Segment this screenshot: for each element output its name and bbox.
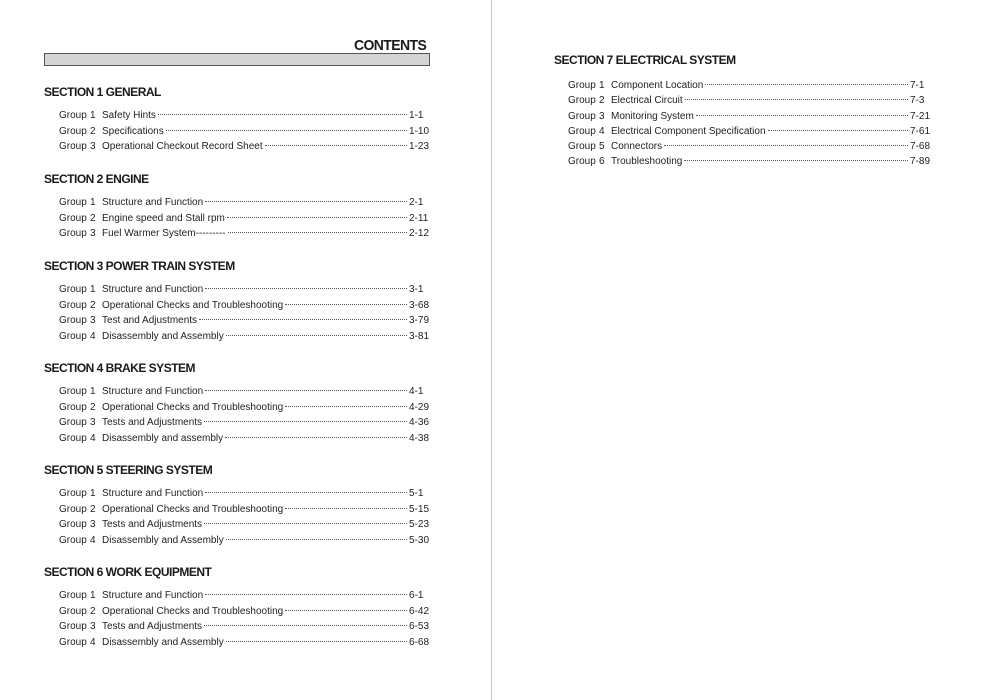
page-number: 4-29 — [409, 401, 430, 413]
page-number: 7-68 — [910, 141, 931, 153]
dot-leader — [226, 539, 407, 540]
page-number: 6-1 — [409, 590, 424, 601]
dot-leader — [204, 421, 407, 422]
section-entry-list — [554, 78, 932, 170]
dot-leader — [205, 594, 407, 595]
section-title: SECTION 3 POWER TRAIN SYSTEM — [44, 259, 235, 273]
group-label: Group — [59, 636, 87, 648]
group-number: 3 — [90, 228, 96, 240]
group-label: Group — [59, 401, 87, 413]
entry-title: Monitoring System — [611, 110, 694, 122]
dot-leader — [199, 319, 407, 320]
page-number: 5-1 — [409, 488, 424, 499]
group-number: 3 — [90, 519, 96, 531]
toc-entry[interactable] — [568, 93, 932, 108]
group-label: Group — [59, 503, 87, 515]
entry-title: Safety Hints — [102, 110, 156, 121]
toc-section — [44, 84, 431, 155]
group-label: Group — [59, 284, 87, 295]
toc-entry[interactable] — [59, 195, 431, 211]
toc-section — [44, 360, 431, 446]
group-label: Group — [59, 386, 87, 397]
dot-leader — [205, 492, 407, 493]
toc-section — [554, 52, 932, 170]
dot-leader — [664, 145, 908, 146]
toc-entry[interactable] — [568, 109, 932, 124]
dot-leader — [227, 217, 407, 218]
toc-entry[interactable] — [59, 533, 431, 549]
group-label: Group — [59, 488, 87, 499]
page-number: 4-36 — [409, 417, 430, 429]
group-number: 4 — [599, 125, 605, 137]
group-label: Group — [59, 125, 87, 137]
group-label: Group — [568, 141, 596, 153]
dot-leader — [158, 114, 407, 115]
toc-section — [44, 462, 431, 548]
group-number: 2 — [90, 605, 96, 617]
dot-leader — [285, 406, 407, 407]
entry-title: Tests and Adjustments — [102, 621, 203, 633]
entry-title: Component Location — [611, 80, 704, 91]
dot-leader — [696, 115, 908, 116]
toc-entry[interactable] — [59, 502, 431, 518]
page-number: 5-15 — [409, 503, 430, 515]
group-label: Group — [59, 590, 87, 601]
toc-entry[interactable] — [59, 415, 431, 431]
group-number: 4 — [90, 636, 96, 648]
section-entry-list — [44, 108, 431, 155]
group-label: Group — [568, 156, 596, 168]
group-number: 2 — [599, 95, 605, 107]
toc-section — [44, 564, 431, 650]
page-number: 7-61 — [910, 125, 931, 137]
group-label: Group — [59, 315, 87, 327]
dot-leader — [205, 288, 407, 289]
toc-entry[interactable] — [59, 282, 431, 298]
group-label: Group — [568, 125, 596, 137]
page-number: 5-30 — [409, 534, 430, 546]
group-number: 3 — [90, 621, 96, 633]
group-label: Group — [568, 80, 596, 91]
section-entry-list — [44, 384, 431, 446]
page-number: 2-1 — [409, 197, 424, 208]
dot-leader — [705, 84, 908, 85]
toc-entry[interactable] — [568, 154, 932, 169]
entry-title: Specifications — [102, 125, 164, 137]
contents-header-bar — [44, 53, 430, 66]
group-number: 2 — [90, 503, 96, 515]
entry-title: Structure and Function — [102, 284, 204, 295]
toc-entry[interactable] — [59, 298, 431, 314]
entry-title: Electrical Component Specification — [611, 125, 766, 137]
section-title: SECTION 2 ENGINE — [44, 172, 149, 186]
group-label: Group — [59, 605, 87, 617]
dot-leader — [205, 390, 407, 391]
page-spine-divider — [491, 0, 492, 700]
section-entry-list — [44, 588, 431, 650]
group-label: Group — [59, 141, 87, 153]
group-label: Group — [59, 330, 87, 342]
toc-entry[interactable] — [59, 635, 431, 651]
dot-leader — [285, 304, 407, 305]
group-number: 1 — [90, 386, 96, 397]
group-label: Group — [59, 432, 87, 444]
page-number: 6-68 — [409, 636, 430, 648]
page-number: 3-1 — [409, 284, 424, 295]
group-label: Group — [59, 212, 87, 224]
entry-title: Structure and Function — [102, 590, 204, 601]
dot-leader — [204, 523, 407, 524]
group-label: Group — [568, 95, 596, 107]
dot-leader — [685, 99, 908, 100]
page-number: 3-68 — [409, 299, 430, 311]
toc-entry[interactable] — [568, 78, 932, 93]
entry-title: Tests and Adjustments — [102, 417, 203, 429]
dot-leader — [285, 610, 407, 611]
page-number: 7-21 — [910, 110, 931, 122]
toc-entry[interactable] — [59, 588, 431, 604]
page-number: 4-1 — [409, 386, 424, 397]
entry-title: Operational Checkout Record Sheet — [102, 141, 263, 153]
entry-title: Structure and Function — [102, 197, 204, 208]
group-number: 1 — [90, 284, 96, 295]
entry-title: Operational Checks and Troubleshooting — [102, 605, 284, 617]
entry-title: Operational Checks and Troubleshooting — [102, 503, 284, 515]
group-number: 1 — [90, 488, 96, 499]
entry-title: Disassembly and Assembly — [102, 330, 224, 342]
entry-title: Disassembly and assembly — [102, 432, 224, 444]
page-number: 7-1 — [910, 80, 925, 91]
page-number: 4-38 — [409, 432, 430, 444]
section-title: SECTION 6 WORK EQUIPMENT — [44, 565, 212, 579]
section-entry-list — [44, 486, 431, 548]
toc-entry[interactable] — [59, 124, 431, 140]
toc-entry[interactable] — [568, 139, 932, 154]
group-number: 3 — [599, 110, 605, 122]
entry-title: Structure and Function — [102, 386, 204, 397]
group-number: 2 — [90, 212, 96, 224]
page-number: 1-23 — [409, 141, 430, 153]
group-number: 4 — [90, 534, 96, 546]
toc-entry[interactable] — [59, 329, 431, 345]
group-label: Group — [59, 197, 87, 208]
toc-entry[interactable] — [59, 517, 431, 533]
group-number: 1 — [90, 590, 96, 601]
entry-title: Electrical Circuit — [611, 95, 683, 107]
entry-title: Engine speed and Stall rpm — [102, 212, 225, 224]
group-number: 1 — [599, 80, 605, 91]
dot-leader — [228, 232, 407, 233]
section-entry-list — [44, 282, 431, 344]
entry-title: Troubleshooting — [611, 156, 683, 168]
section-title: SECTION 4 BRAKE SYSTEM — [44, 361, 196, 375]
entry-title: Fuel Warmer System--------- — [102, 228, 226, 240]
dot-leader — [684, 160, 908, 161]
entry-title: Tests and Adjustments — [102, 519, 203, 531]
entry-title: Test and Adjustments — [102, 315, 198, 327]
entry-title: Operational Checks and Troubleshooting — [102, 299, 284, 311]
group-label: Group — [59, 110, 87, 121]
section-title: SECTION 5 STEERING SYSTEM — [44, 463, 213, 477]
group-number: 4 — [90, 432, 96, 444]
page-number: 2-11 — [409, 212, 429, 224]
group-label: Group — [59, 417, 87, 429]
page-number: 3-81 — [409, 330, 430, 342]
dot-leader — [225, 437, 407, 438]
toc-entry[interactable] — [59, 619, 431, 635]
page-number: 7-89 — [910, 156, 931, 168]
toc-entry[interactable] — [59, 384, 431, 400]
section-title: SECTION 1 GENERAL — [44, 85, 161, 99]
toc-entry[interactable] — [59, 486, 431, 502]
toc-section — [44, 171, 431, 242]
entry-title: Operational Checks and Troubleshooting — [102, 401, 284, 413]
dot-leader — [265, 145, 407, 146]
dot-leader — [768, 130, 908, 131]
group-number: 6 — [599, 156, 605, 168]
group-label: Group — [59, 534, 87, 546]
group-label: Group — [59, 519, 87, 531]
dot-leader — [226, 335, 407, 336]
group-label: Group — [59, 228, 87, 240]
group-number: 5 — [599, 141, 605, 153]
group-number: 2 — [90, 299, 96, 311]
group-number: 2 — [90, 125, 96, 137]
toc-entry[interactable] — [59, 400, 431, 416]
entry-title: Connectors — [611, 141, 663, 153]
entry-title: Structure and Function — [102, 488, 204, 499]
section-entry-list — [44, 195, 431, 242]
contents-title: CONTENTS — [354, 36, 427, 54]
toc-entry[interactable] — [568, 124, 932, 139]
toc-entry[interactable] — [59, 139, 431, 155]
toc-entry[interactable] — [59, 313, 431, 329]
group-number: 3 — [90, 141, 96, 153]
group-number: 1 — [90, 110, 96, 121]
group-label: Group — [59, 621, 87, 633]
dot-leader — [226, 641, 407, 642]
page-number: 6-53 — [409, 621, 430, 633]
page-number: 1-10 — [409, 125, 430, 137]
dot-leader — [166, 130, 407, 131]
page-number: 2-12 — [409, 228, 430, 240]
group-number: 3 — [90, 315, 96, 327]
dot-leader — [285, 508, 407, 509]
group-number: 2 — [90, 401, 96, 413]
toc-entry[interactable] — [59, 108, 431, 124]
page-number: 1-1 — [409, 110, 424, 121]
page-number: 3-79 — [409, 315, 430, 327]
entry-title: Disassembly and Assembly — [102, 534, 224, 546]
group-number: 1 — [90, 197, 96, 208]
toc-entry[interactable] — [59, 604, 431, 620]
group-label: Group — [568, 110, 596, 122]
toc-entry[interactable] — [59, 431, 431, 447]
dot-leader — [205, 201, 407, 202]
toc-section — [44, 258, 431, 344]
page-number: 5-23 — [409, 519, 430, 531]
page-number: 6-42 — [409, 605, 430, 617]
page-number: 7-3 — [910, 95, 925, 107]
entry-title: Disassembly and Assembly — [102, 636, 224, 648]
toc-entry[interactable] — [59, 211, 431, 227]
toc-entry[interactable] — [59, 226, 431, 242]
group-label: Group — [59, 299, 87, 311]
group-number: 4 — [90, 330, 96, 342]
section-title: SECTION 7 ELECTRICAL SYSTEM — [554, 53, 736, 67]
group-number: 3 — [90, 417, 96, 429]
dot-leader — [204, 625, 407, 626]
